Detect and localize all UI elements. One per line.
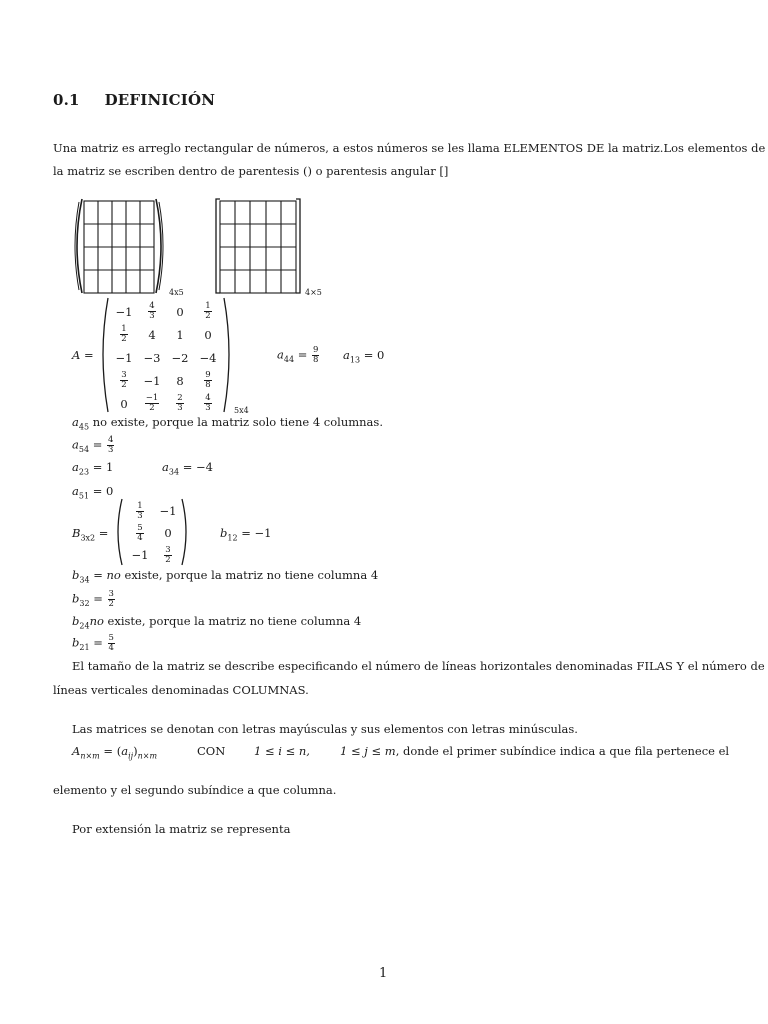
matrix-b-cell: 0 (164, 526, 172, 540)
a34-line: $a_{34} = -4$ (162, 460, 213, 477)
matrix-a-cell: 8 (176, 373, 184, 388)
matrix-b-cell: $\frac{1}{3}$ (137, 500, 143, 521)
matrix-a-cell: $\frac{3}{2}$ (121, 370, 127, 390)
matrix-b-cell: −1 (131, 548, 149, 562)
matrix-a-cell: $\frac{2}{3}$ (177, 393, 183, 413)
matrix-b-lhs: $B_{3x2}$ = (72, 526, 109, 543)
formula-definition: $A_{n\times m} = (a_{ij})_{n\times m}$ (72, 744, 158, 761)
a51-line: $a_{51} = 0$ (72, 484, 114, 501)
formula-cond-i: 1 ≤ i ≤ n, (254, 744, 310, 758)
matrix-a-cell: 0 (120, 396, 128, 411)
paren-grid-label: 4x5 (169, 288, 184, 297)
matrix-a-cell: $\frac{-1}{2}$ (145, 393, 159, 413)
matrix-a-cell: $\frac{4}{3}$ (149, 301, 155, 321)
matrix-a-cell: −2 (171, 350, 189, 365)
a13-value: $a_{13} = 0$ (343, 348, 385, 365)
matrix-a-cell: $\frac{4}{3}$ (205, 393, 211, 413)
matrix-a-cell: $\frac{9}{8}$ (205, 370, 211, 390)
matrix-a-cell: 1 (176, 327, 184, 342)
section-title: DEFINICIÓN (104, 91, 216, 109)
matrix-a-cell: −4 (199, 350, 217, 365)
b24-line: $b_{24}no$ existe, porque la matriz no tiene columna 4 (72, 614, 362, 631)
matrix-a-cell: $\frac{1}{2}$ (205, 301, 211, 321)
matrix-a-cell: 4 (148, 327, 156, 342)
formula-con: CON (197, 744, 226, 758)
matrix-a-cell: −3 (143, 350, 161, 365)
a54-line: $a_{54}$ = $\frac{4}{3}$ (72, 435, 114, 455)
matrix-b-cell: $\frac{5}{4}$ (137, 522, 143, 543)
extension-paragraph: Por extensión la matriz se representa (72, 822, 291, 836)
page-number: 1 (379, 966, 388, 981)
a45-line: $a_{45}$ no existe, porque la matriz solo tiene 4 columnas. (72, 415, 383, 432)
bracket-grid-label: 4×5 (305, 288, 322, 297)
b34-line: $b_{34}$ = no existe, porque la matriz no tiene columna 4 (72, 568, 379, 585)
section-heading (53, 91, 215, 109)
matrix-a-name: A (72, 348, 81, 362)
b21-line: $b_{21}$ = $\frac{5}{4}$ (72, 633, 114, 653)
matrix-a-lhs: A = (72, 348, 94, 362)
matrix-a-cell: $\frac{1}{2}$ (121, 324, 127, 344)
size-paragraph-line-1: El tamaño de la matriz se describe especificando el número de líneas horizontales denominadas FILAS Y el número de (72, 659, 765, 673)
a44-value: $a_{44}$ = $\frac{9}{8}$ (277, 345, 319, 365)
matrix-b-cell: −1 (159, 504, 177, 518)
paren-grid-illustration (70, 196, 180, 300)
b12-value: $b_{12} = -1$ (220, 526, 272, 543)
bracket-grid-illustration (214, 196, 310, 300)
formula-cond-j: 1 ≤ j ≤ m, donde el primer subíndice indica a que fila pertenece el (340, 744, 730, 758)
matrix-a-dims: 5x4 (234, 406, 249, 415)
b32-line: $b_{32}$ = $\frac{3}{2}$ (72, 589, 114, 609)
matrix-b-cell: $\frac{3}{2}$ (165, 544, 171, 565)
formula-continuation: elemento y el segundo subíndice a que columna. (53, 783, 337, 797)
intro-line-2: la matriz se escriben dentro de parentesis () o parentesis angular [] (53, 164, 449, 178)
matrix-a-cell: −1 (115, 304, 133, 319)
matrix-a-cell: 0 (204, 327, 212, 342)
size-paragraph-line-2: líneas verticales denominadas COLUMNAS. (53, 683, 309, 697)
matrix-a-cell: −1 (115, 350, 133, 365)
notation-paragraph: Las matrices se denotan con letras mayúsculas y sus elementos con letras minúsculas. (72, 722, 578, 736)
a23-line: $a_{23} = 1$ (72, 460, 114, 477)
matrix-a-cell: 0 (176, 304, 184, 319)
intro-line-1: Una matriz es arreglo rectangular de números, a estos números se les llama ELEMENTOS DE la matriz.Los elementos de (53, 141, 766, 155)
section-number: 0.1 (53, 91, 80, 109)
matrix-a-cell: −1 (143, 373, 161, 388)
